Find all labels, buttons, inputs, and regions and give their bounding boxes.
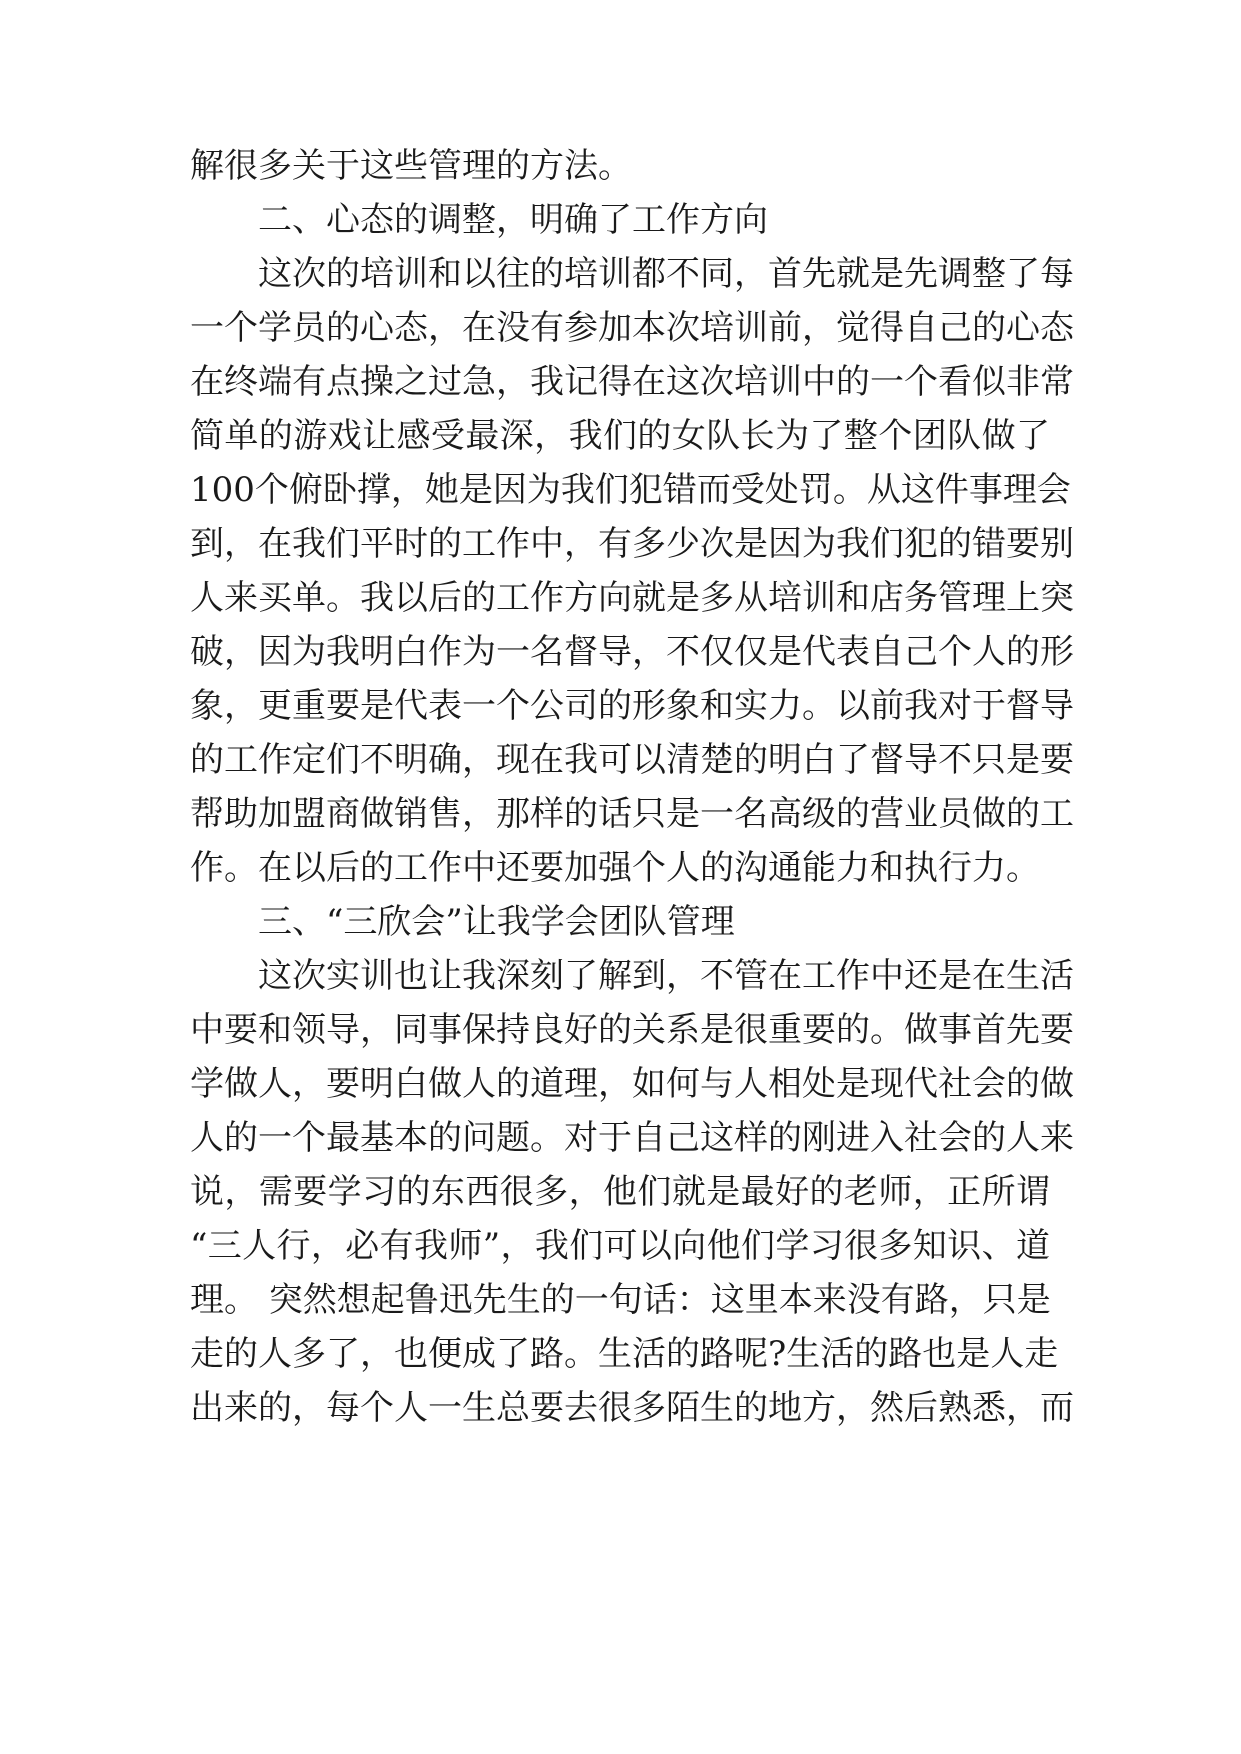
- paragraph-line: 这次实训也让我深刻了解到，不管在工作中还是在生活: [258, 956, 1074, 996]
- paragraph-line: 中要和领导，同事保持良好的关系是很重要的。做事首先要: [190, 1010, 1074, 1050]
- paragraph-line: 100个俯卧撑，她是因为我们犯错而受处罚。从这件事理会: [190, 470, 1071, 510]
- section-heading: 二、心态的调整，明确了工作方向: [258, 200, 768, 240]
- paragraph-line: 人的一个最基本的问题。对于自己这样的刚进入社会的人来: [190, 1118, 1074, 1158]
- section-heading: 三、“三欣会”让我学会团队管理: [258, 902, 735, 942]
- paragraph-line: 象，更重要是代表一个公司的形象和实力。以前我对于督导: [190, 686, 1074, 726]
- paragraph-line: “三人行，必有我师”，我们可以向他们学习很多知识、道: [190, 1226, 1050, 1266]
- paragraph-line: 在终端有点操之过急，我记得在这次培训中的一个看似非常: [190, 362, 1074, 402]
- paragraph-line: 帮助加盟商做销售，那样的话只是一名高级的营业员做的工: [190, 794, 1074, 834]
- paragraph-line: 作。在以后的工作中还要加强个人的沟通能力和执行力。: [190, 848, 1040, 888]
- paragraph-line: 一个学员的心态，在没有参加本次培训前，觉得自己的心态: [190, 308, 1074, 348]
- paragraph-line: 到，在我们平时的工作中，有多少次是因为我们犯的错要别: [190, 524, 1074, 564]
- paragraph-line: 破，因为我明白作为一名督导，不仅仅是代表自己个人的形: [190, 632, 1074, 672]
- paragraph-line: 说，需要学习的东西很多，他们就是最好的老师，正所谓: [190, 1172, 1050, 1212]
- paragraph-line: 学做人，要明白做人的道理，如何与人相处是现代社会的做: [190, 1064, 1074, 1104]
- paragraph-line: 这次的培训和以往的培训都不同，首先就是先调整了每: [258, 254, 1074, 294]
- paragraph-line: 出来的，每个人一生总要去很多陌生的地方，然后熟悉，而: [190, 1388, 1074, 1428]
- paragraph-line: 走的人多了，也便成了路。生活的路呢?生活的路也是人走: [190, 1334, 1059, 1374]
- paragraph-line: 理。 突然想起鲁迅先生的一句话：这里本来没有路，只是: [190, 1280, 1051, 1320]
- paragraph-line: 解很多关于这些管理的方法。: [190, 146, 632, 186]
- paragraph-line: 的工作定们不明确，现在我可以清楚的明白了督导不只是要: [190, 740, 1074, 780]
- paragraph-line: 简单的游戏让感受最深，我们的女队长为了整个团队做了: [190, 416, 1050, 456]
- paragraph-line: 人来买单。我以后的工作方向就是多从培训和店务管理上突: [190, 578, 1074, 618]
